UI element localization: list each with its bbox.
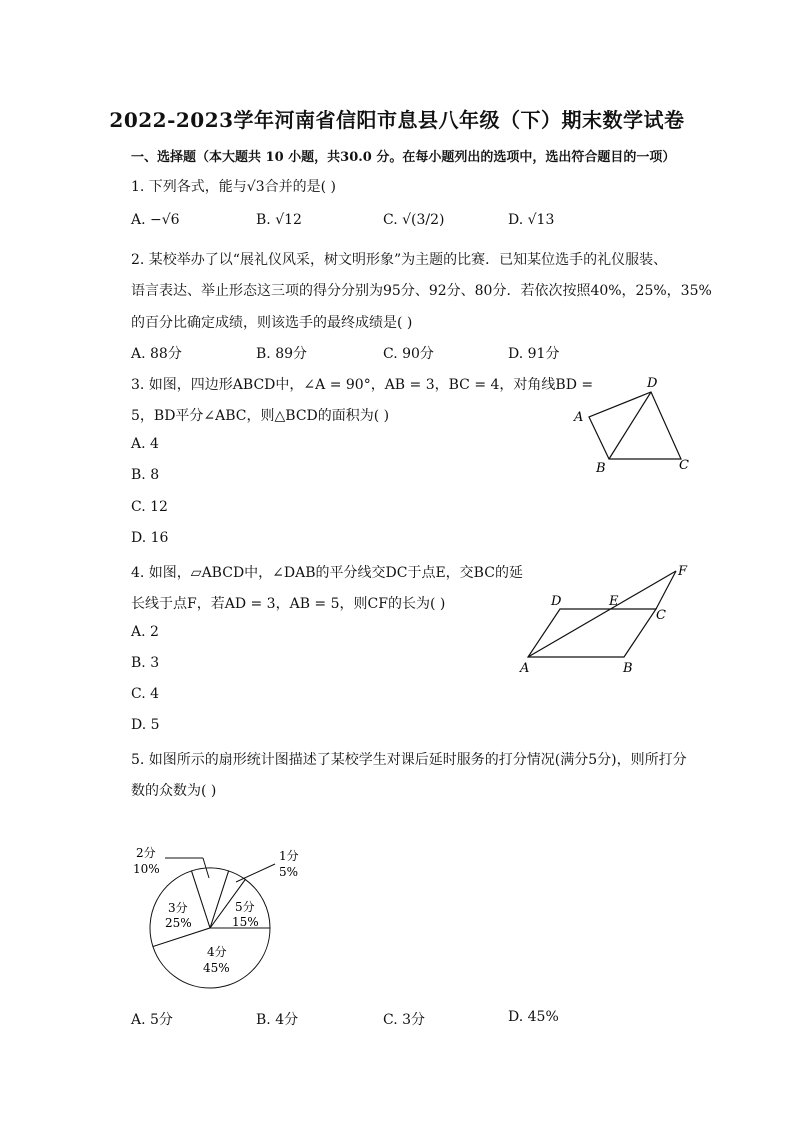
q5-option-d: D. 45% <box>508 1009 559 1025</box>
parallelogram-abcd <box>528 609 656 657</box>
pie-pct-4fen: 45% <box>203 961 230 975</box>
q4-parallelogram-figure <box>510 560 700 680</box>
leader-1fen <box>236 864 275 882</box>
pie-pct-2fen: 10% <box>133 862 160 876</box>
bisector-af <box>528 571 676 657</box>
pie-pct-3fen: 25% <box>165 916 192 930</box>
pie-label-5fen: 5分 <box>235 900 255 914</box>
q2-option-a: A. 88分 <box>131 346 182 362</box>
q4-option-d: D. 5 <box>131 717 160 733</box>
q4-option-c: C. 4 <box>131 686 160 702</box>
question-3-line-2: 5，BD平分∠ABC，则△BCD的面积为( ) <box>131 408 390 424</box>
label-c: C <box>656 608 666 623</box>
q1-option-d: D. √13 <box>508 212 555 228</box>
question-2-line-3: 的百分比确定成绩，则该选手的最终成绩是( ) <box>131 315 413 331</box>
question-4-line-1: 4. 如图，▱ABCD中，∠DAB的平分线交DC于点E，交BC的延 <box>131 565 523 581</box>
pie-label-4fen: 4分 <box>207 945 227 959</box>
q5-option-a: A. 5分 <box>131 1012 173 1028</box>
q1-option-b: B. √12 <box>256 212 302 228</box>
page-title: 2022-2023学年河南省信阳市息县八年级（下）期末数学试卷 <box>109 108 685 132</box>
section-heading: 一、选择题（本大题共 10 小题，共30.0 分。在每小题列出的选项中，选出符合题目的一项） <box>131 150 676 165</box>
q5-pie-chart <box>125 840 325 1000</box>
q2-option-d: D. 91分 <box>508 346 560 362</box>
q2-option-b: B. 89分 <box>256 346 308 362</box>
q1-option-c: C. √(3/2) <box>383 212 445 228</box>
question-2-line-1: 2. 某校举办了以“展礼仪风采，树文明形象”为主题的比赛．已知某位选手的礼仪服装、 <box>131 252 668 268</box>
question-1-text: 1. 下列各式，能与√3合并的是( ) <box>131 179 337 195</box>
q3-option-a: A. 4 <box>131 436 159 452</box>
question-4-line-2: 长线于点F，若AD = 3，AB = 5，则CF的长为( ) <box>131 596 446 612</box>
label-b: B <box>596 461 606 476</box>
label-c: C <box>679 458 689 473</box>
diagonal-bd <box>609 392 651 459</box>
quadrilateral-abcd <box>589 392 681 459</box>
question-5-line-2: 数的众数为( ) <box>131 783 217 799</box>
q3-quadrilateral-figure <box>565 370 705 480</box>
q3-option-d: D. 16 <box>131 530 169 546</box>
pie-pct-5fen: 15% <box>232 915 259 929</box>
label-a: A <box>574 410 584 425</box>
question-2-line-2: 语言表达、举止形态这三项的得分分别为95分、92分、80分．若依次按照40%，25%，35% <box>131 283 712 299</box>
pie-label-2fen: 2分 <box>136 846 156 860</box>
q3-option-c: C. 12 <box>131 499 168 515</box>
question-5-line-1: 5. 如图所示的扇形统计图描述了某校学生对课后延时服务的打分情况(满分5分)，则所打分 <box>131 752 687 768</box>
label-d: D <box>551 594 562 609</box>
q3-option-b: B. 8 <box>131 467 160 483</box>
label-b: B <box>623 661 633 676</box>
q4-option-a: A. 2 <box>131 624 159 640</box>
q5-option-b: B. 4分 <box>256 1012 299 1028</box>
q4-option-b: B. 3 <box>131 655 160 671</box>
q5-option-c: C. 3分 <box>383 1012 426 1028</box>
q2-option-c: C. 90分 <box>383 346 434 362</box>
question-3-line-1: 3. 如图，四边形ABCD中，∠A = 90°，AB = 3，BC = 4，对角线BD = <box>131 377 594 393</box>
pie-label-3fen: 3分 <box>168 901 188 915</box>
pie-label-1fen: 1分 <box>279 849 299 863</box>
q1-option-a: A. −√6 <box>131 212 180 228</box>
pie-pct-1fen: 5% <box>279 865 299 879</box>
label-a: A <box>520 661 530 676</box>
label-f: F <box>678 564 688 579</box>
label-d: D <box>647 376 658 391</box>
label-e: E <box>609 594 619 609</box>
